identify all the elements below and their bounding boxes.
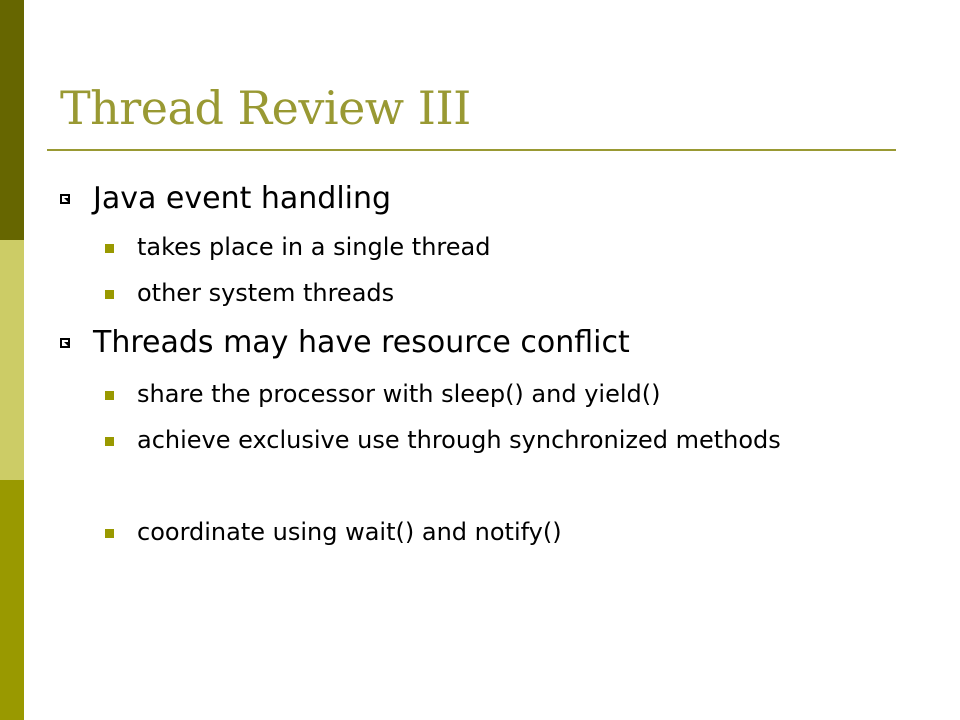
square-bullet-icon <box>60 338 70 348</box>
sub-bullet-text: takes place in a single thread <box>137 233 491 261</box>
sub-bullet-square-icon <box>105 437 114 446</box>
square-bullet-icon <box>60 194 70 204</box>
sub-bullet-square-icon <box>105 290 114 299</box>
bullet-heading: Threads may have resource conflict <box>93 325 630 360</box>
sub-bullet-text: coordinate using wait() and notify() <box>137 518 562 546</box>
sub-bullet-share-processor <box>105 379 885 409</box>
sub-bullet-text: share the processor with sleep() and yield() <box>137 380 661 408</box>
sub-bullet-system-threads <box>105 278 885 308</box>
sub-bullet-single-thread <box>105 232 885 262</box>
slide-title: Thread Review III <box>60 81 471 135</box>
bullet-heading: Java event handling <box>93 181 392 216</box>
sub-bullet-exclusive-use <box>105 425 885 455</box>
sub-bullet-wait-notify <box>105 517 885 547</box>
sub-bullet-square-icon <box>105 244 114 253</box>
sub-bullet-text: other system threads <box>137 279 395 307</box>
sub-bullet-square-icon <box>105 391 114 400</box>
sub-bullet-square-icon <box>105 529 114 538</box>
sub-bullet-text: achieve exclusive use through synchronized methods <box>137 426 781 454</box>
